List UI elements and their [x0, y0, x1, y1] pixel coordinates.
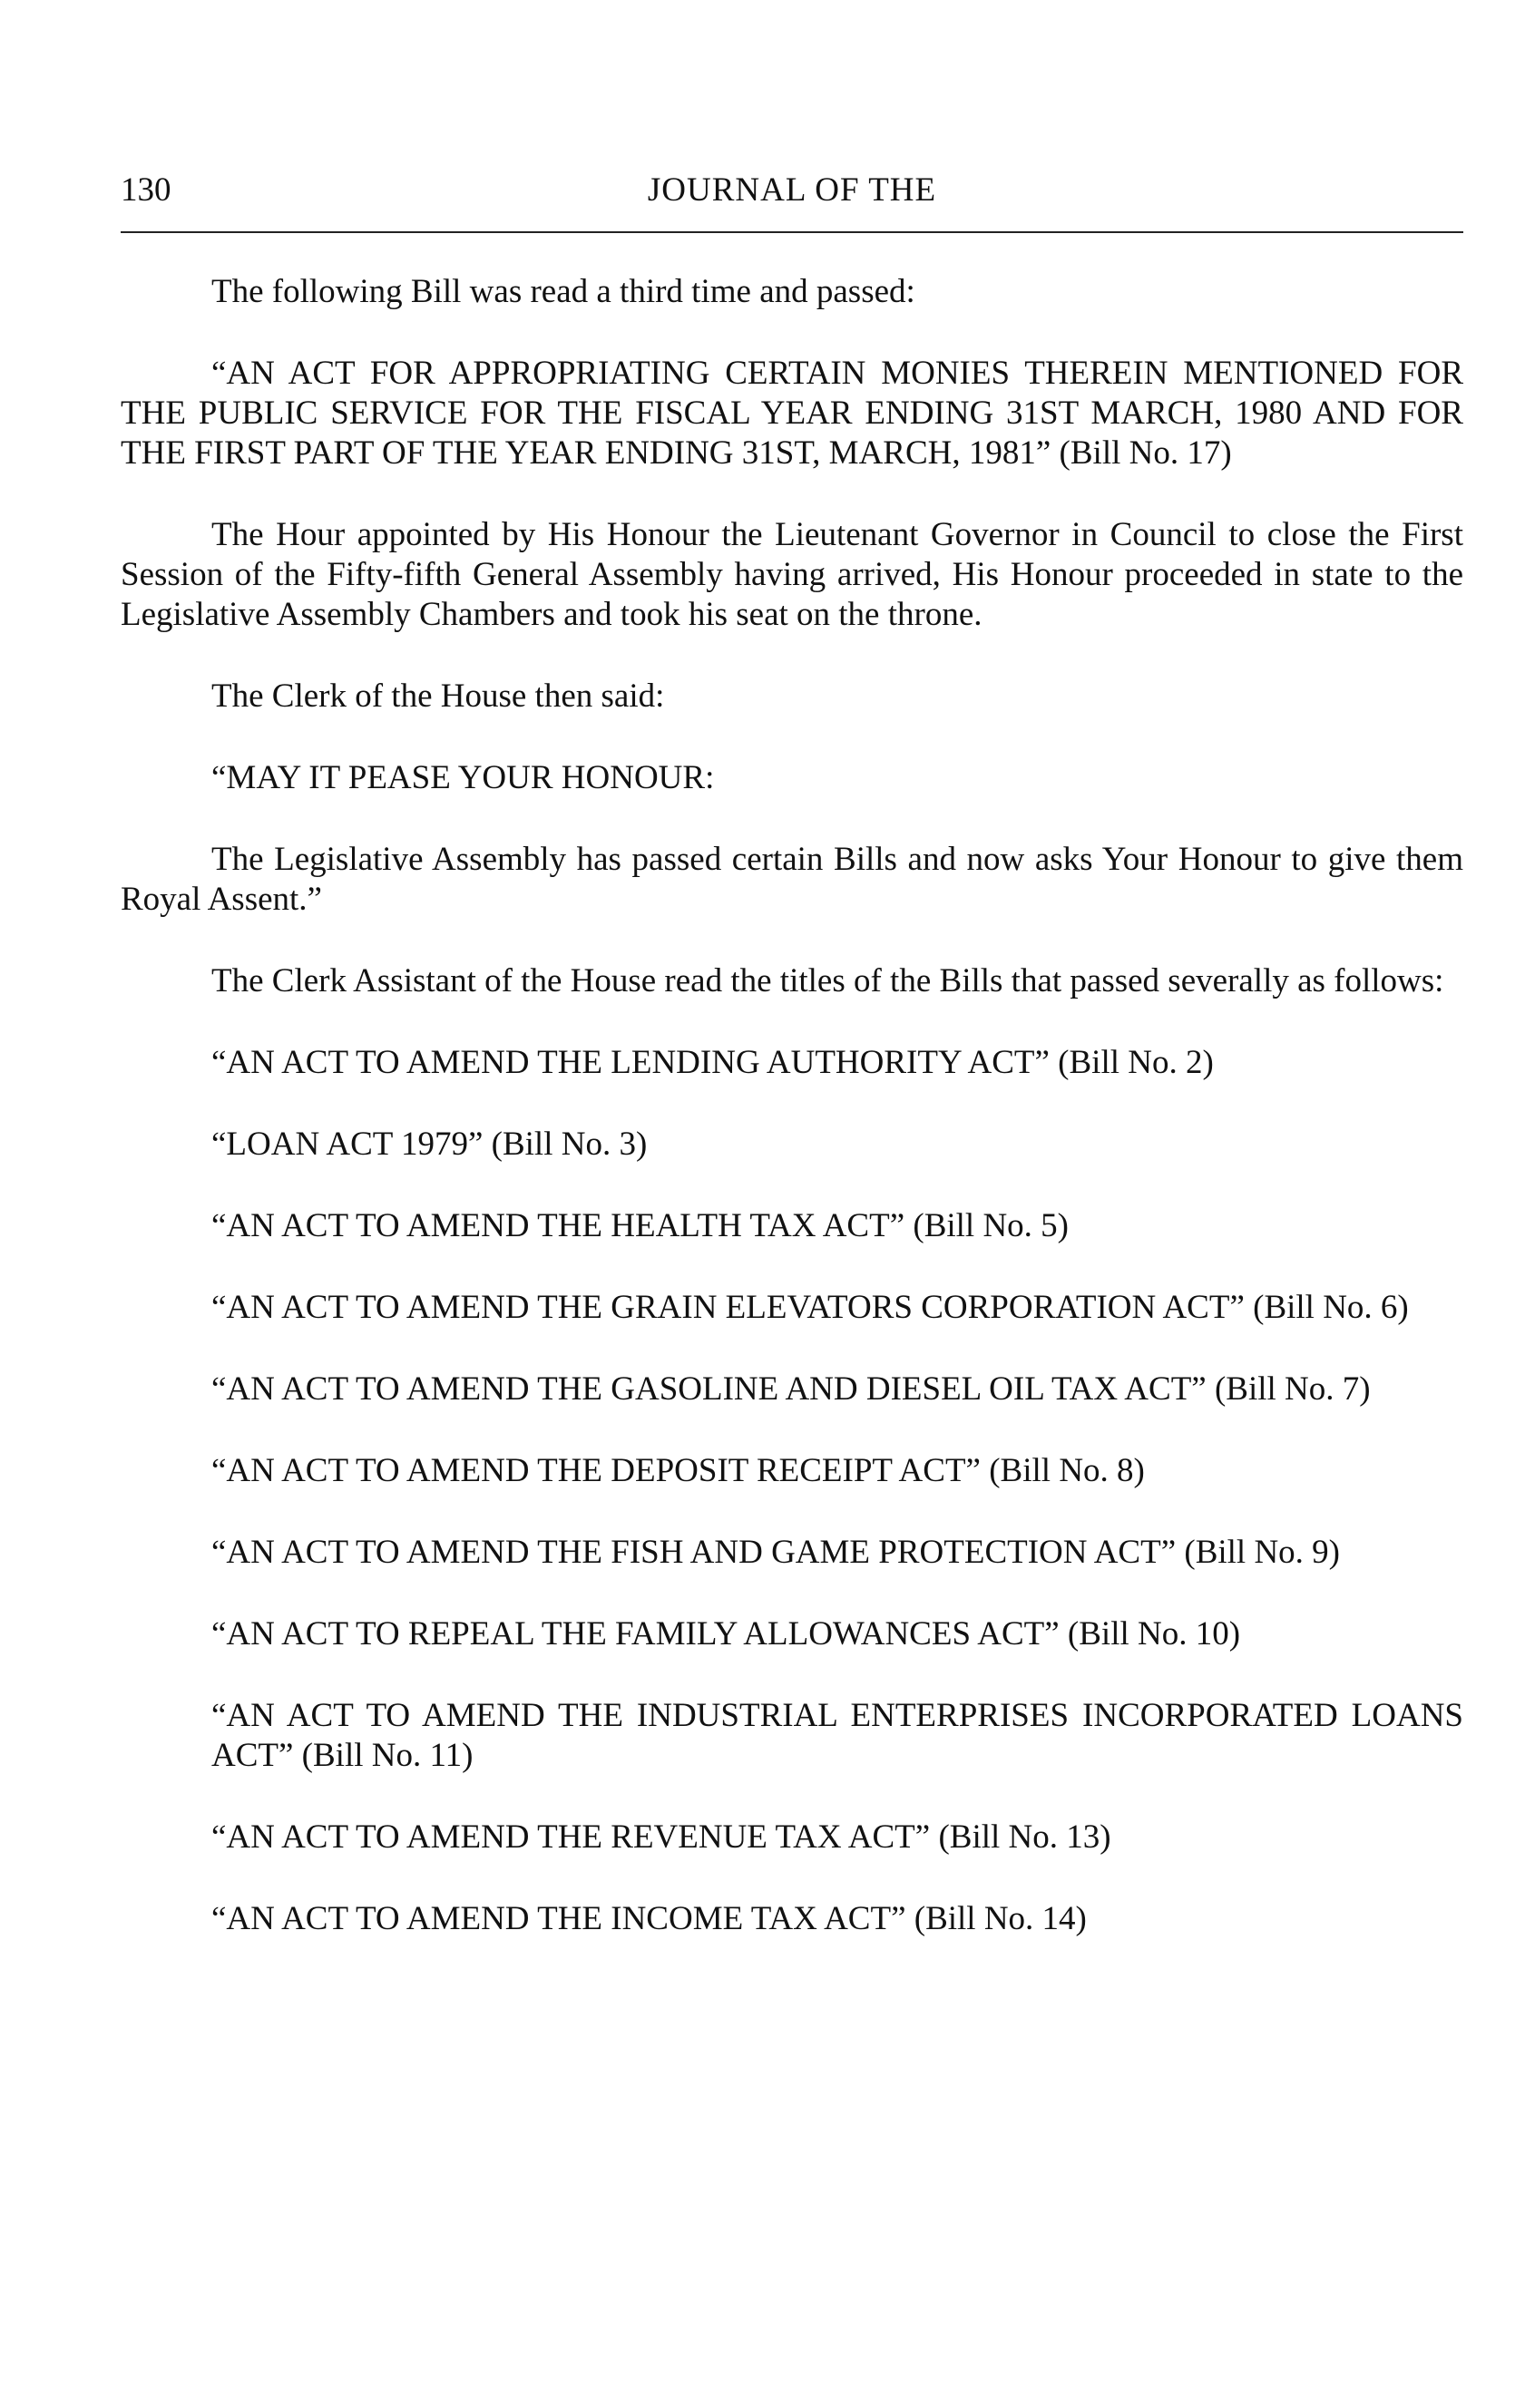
bill-title: “AN ACT TO AMEND THE FISH AND GAME PROTECTION ACT” (Bill No. 9) — [211, 1534, 1340, 1571]
clerk-assistant-intro: The Clerk Assistant of the House read the titles of the Bills that passed severally as follows: — [211, 962, 1444, 999]
bill-title: “AN ACT TO AMEND THE DEPOSIT RECEIPT ACT” (Bill No. 8) — [211, 1452, 1145, 1489]
clerk-said: The Clerk of the House then said: — [211, 678, 665, 715]
bill-title: “AN ACT TO AMEND THE REVENUE TAX ACT” (Bill No. 13) — [211, 1818, 1111, 1856]
appropriation-bill-title: “AN ACT FOR APPROPRIATING CERTAIN MONIES THEREIN MENTIONED FOR THE PUBLIC SERVICE FOR THE FISCAL YEAR ENDING 31ST MARCH, 1980 AND FOR THE FIRST PART OF THE YEAR ENDING 31ST, MARCH, 1981” (Bill No. 17) — [121, 355, 1463, 472]
bill-title: “AN ACT TO AMEND THE GASOLINE AND DIESEL OIL TAX ACT” (Bill No. 7) — [211, 1370, 1371, 1408]
third-reading-statement: The following Bill was read a third time and passed: — [211, 273, 915, 310]
bill-title: “AN ACT TO AMEND THE GRAIN ELEVATORS CORPORATION ACT” (Bill No. 6) — [211, 1289, 1409, 1326]
running-head — [121, 167, 1463, 214]
header-rule — [121, 231, 1463, 233]
bill-title: “LOAN ACT 1979” (Bill No. 3) — [211, 1126, 648, 1163]
running-title: JOURNAL OF THE — [647, 171, 937, 209]
address-to-honour: “MAY IT PEASE YOUR HONOUR: — [211, 759, 715, 796]
assent-request: The Legislative Assembly has passed certain Bills and now asks Your Honour to give them Royal Assent.” — [121, 841, 1463, 918]
page-number: 130 — [121, 171, 171, 209]
bill-list — [121, 1043, 1463, 1939]
bill-title: “AN ACT TO AMEND THE HEALTH TAX ACT” (Bill No. 5) — [211, 1207, 1069, 1244]
bill-title: “AN ACT TO AMEND THE LENDING AUTHORITY ACT” (Bill No. 2) — [211, 1044, 1214, 1081]
bill-title: “AN ACT TO AMEND THE INDUSTRIAL ENTERPRISES INCORPORATED LOANS ACT” (Bill No. 11) — [211, 1697, 1463, 1774]
body-text — [121, 272, 1463, 1939]
prorogation-paragraph: The Hour appointed by His Honour the Lieutenant Governor in Council to close the First Session of the Fifty-fifth General Assembly having arrived, His Honour proceeded in state to the Legislative Assembly Chambers and took his seat on the throne. — [121, 516, 1463, 633]
bill-title: “AN ACT TO AMEND THE INCOME TAX ACT” (Bill No. 14) — [211, 1900, 1087, 1937]
bill-title: “AN ACT TO REPEAL THE FAMILY ALLOWANCES ACT” (Bill No. 10) — [211, 1615, 1241, 1652]
